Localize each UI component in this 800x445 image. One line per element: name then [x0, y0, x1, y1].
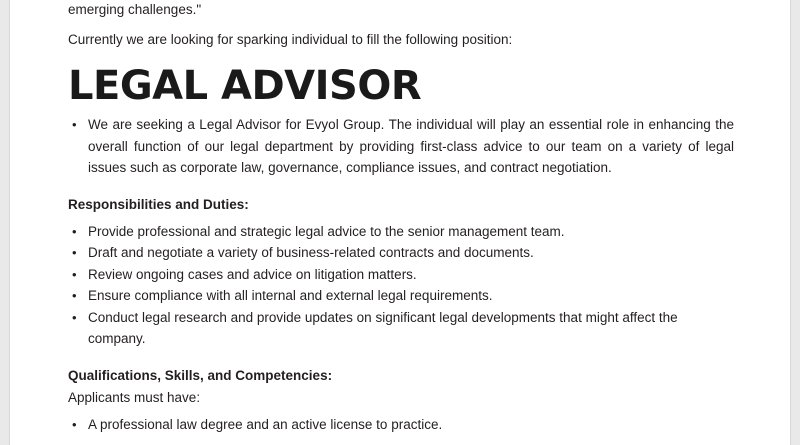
responsibilities-list [68, 221, 734, 350]
page-left-margin [0, 0, 10, 445]
list-item: • Provide professional and strategic legal advice to the senior management team. [68, 221, 734, 243]
list-item: • Review ongoing cases and advice on litigation matters. [68, 264, 734, 286]
responsibilities-heading: Responsibilities and Duties: [68, 196, 249, 212]
list-item: • Ensure compliance with all internal and external legal requirements. [68, 285, 734, 307]
qualifications-heading: Qualifications, Skills, and Competencies: [68, 367, 333, 383]
list-item: • Draft and negotiate a variety of business-related contracts and documents. [68, 242, 734, 264]
qualifications-subheading: Applicants must have: [68, 389, 201, 405]
list-item: • Conduct legal research and provide updates on significant legal developments that might affect the company. [68, 307, 734, 350]
job-summary-item: • We are seeking a Legal Advisor for Evyol Group. The individual will play an essential role in enhancing the overall function of our legal department by providing first-class advice to our team on a variety of legal issues such as corporate law, governance, compliance issues, and contract negotiation. [68, 114, 734, 179]
intro-paragraph: Currently we are looking for sparking individual to fill the following position: [68, 32, 513, 47]
list-item: • A professional law degree and an active license to practice. [68, 414, 734, 436]
job-summary-list [68, 114, 734, 179]
qualifications-list [68, 414, 734, 436]
document-content [68, 0, 734, 435]
quote-closing-line: emerging challenges." [68, 2, 202, 17]
job-title-heading: LEGAL ADVISOR [68, 63, 422, 109]
page-right-margin [790, 0, 800, 445]
